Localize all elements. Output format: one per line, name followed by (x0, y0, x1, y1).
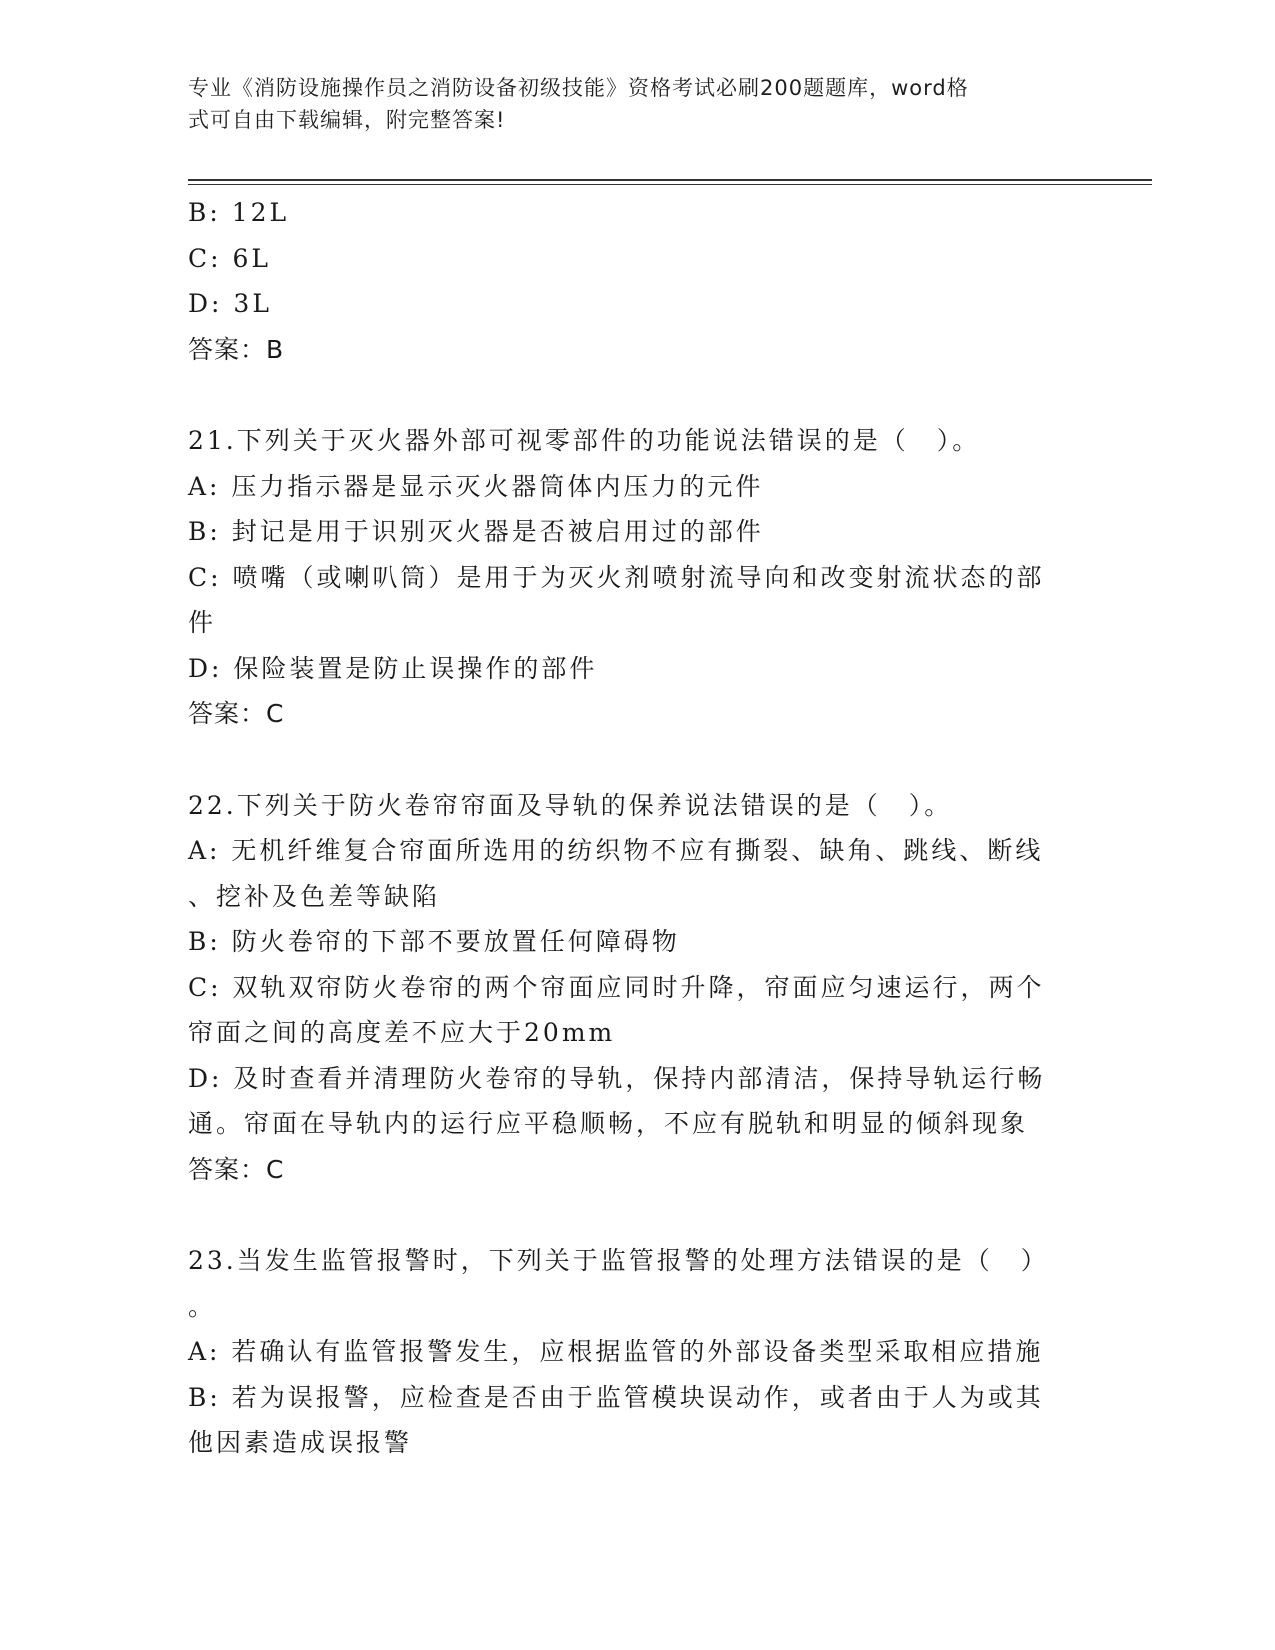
q21-option-b: B: 封记是用于识别灭火器是否被启用过的部件 (188, 517, 764, 546)
header-line-1: 专业《消防设施操作员之消防设备初级技能》资格考试必刷200题题库，word格 (188, 76, 969, 100)
q23-stem-line1: 23.当发生监管报警时，下列关于监管报警的处理方法错误的是（ ） (188, 1246, 1049, 1275)
q21-option-d: D: 保险装置是防止误操作的部件 (188, 653, 598, 683)
document-header (188, 72, 1068, 136)
spacer (188, 737, 1068, 783)
q22-option-b: B: 防火卷帘的下部不要放置任何障碍物 (188, 927, 680, 956)
q22-option-a-line2: 、挖补及色差等缺陷 (188, 881, 441, 911)
spacer (188, 1192, 1068, 1238)
header-rule-thin (188, 184, 1152, 185)
question-content (188, 190, 1068, 1466)
q23-option-a: A: 若确认有监管报警发生，应根据监管的外部设备类型采取相应措施 (188, 1337, 1044, 1366)
q22-option-d-line1: D: 及时查看并清理防火卷帘的导轨，保持内部清洁，保持导轨运行畅 (188, 1063, 1046, 1093)
prev-option-d: D: 3L (188, 289, 272, 318)
q22-option-a-line1: A: 无机纤维复合帘面所选用的纺织物不应有撕裂、缺角、跳线、断线 (188, 836, 1044, 865)
prev-option-c: C: 6L (188, 243, 272, 273)
header-line-2: 式可自由下载编辑，附完整答案! (188, 108, 506, 132)
q23-option-b-line2: 他因素造成误报警 (188, 1428, 413, 1457)
q22-option-c-line1: C: 双轨双帘防火卷帘的两个帘面应同时升降，帘面应匀速运行，两个 (188, 972, 1045, 1002)
q22-answer: 答案：C (188, 1154, 285, 1184)
q22-option-c-line2: 帘面之间的高度差不应大于20mm (188, 1018, 616, 1047)
prev-option-b: B: 12L (188, 198, 290, 227)
header-rule-thick (188, 179, 1152, 181)
q21-option-c-line2: 件 (188, 608, 217, 637)
q22-stem: 22.下列关于防火卷帘帘面及导轨的保养说法错误的是（ ）。 (188, 790, 953, 820)
q23-option-b-line1: B: 若为误报警，应检查是否由于监管模块误动作，或者由于人为或其 (188, 1382, 1044, 1412)
q21-answer: 答案：C (188, 699, 285, 728)
spacer (188, 372, 1068, 418)
q23-stem-line2: 。 (188, 1291, 217, 1321)
q22-option-d-line2: 通。帘面在导轨内的运行应平稳顺畅，不应有脱轨和明显的倾斜现象 (188, 1109, 1029, 1138)
q21-option-c-line1: C: 喷嘴（或喇叭筒）是用于为灭火剂喷射流导向和改变射流状态的部 (188, 562, 1045, 592)
q21-stem: 21.下列关于灭火器外部可视零部件的功能说法错误的是（ ）。 (188, 426, 981, 455)
q21-option-a: A: 压力指示器是显示灭火器筒体内压力的元件 (188, 471, 764, 501)
prev-answer: 答案：B (188, 334, 285, 364)
